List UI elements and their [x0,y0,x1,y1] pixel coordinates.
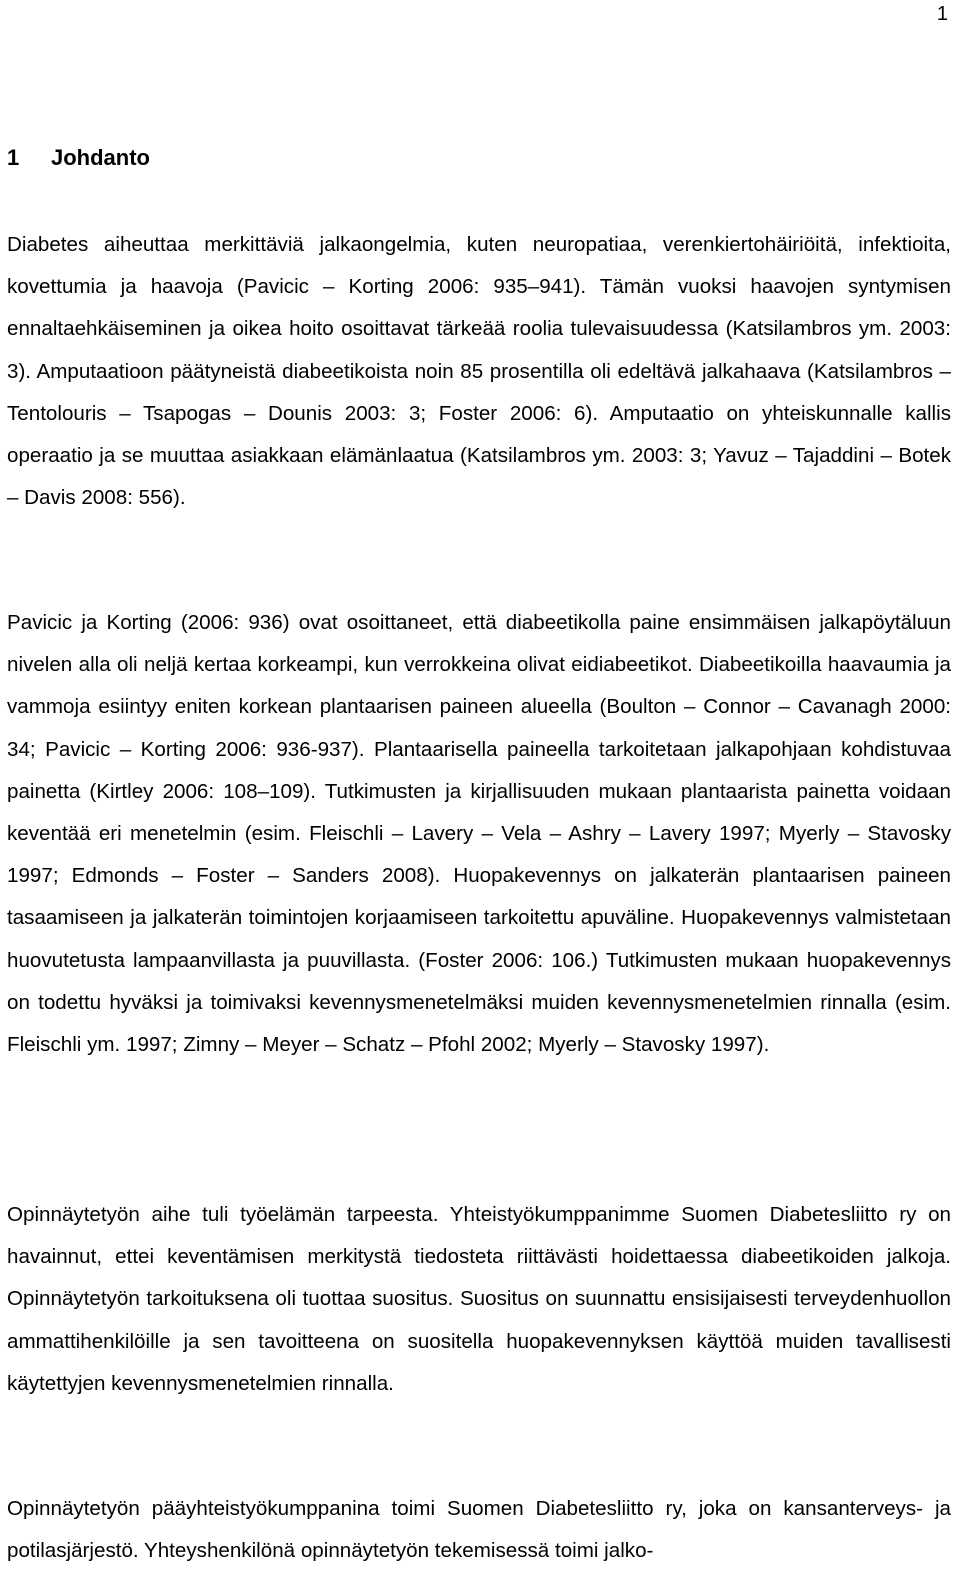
section-title: Johdanto [51,145,150,170]
paragraph-plantar-pressure: Pavicic ja Korting (2006: 936) ovat osoittaneet, että diabeetikolla paine ensimmäisen jalkapöytäluun nivelen alla oli neljä kertaa korkeampi, kun verrokkeina olivat eidiabeetikot. Diabeetikoilla haavaumia ja vammoja esiintyy eniten korkean plantaarisen paineen alueella (Boulton – Connor – Cavanagh 2000: 34; Pavicic – Korting 2006: 936-937). Plantaarisella paineella tarkoitetaan jalkapohjaan kohdistuvaa painetta (Kirtley 2006: 108–109). Tutkimusten ja kirjallisuuden mukaan plantaarista painetta voidaan keventää eri menetelmin (esim. Fleischli – Lavery – Vela – Ashry – Lavery 1997; Myerly – Stavosky 1997; Edmonds – Foster – Sanders 2008). Huopakevennys on jalkaterän plantaarisen paineen tasaamiseen ja jalkaterän toimintojen korjaamiseen tarkoitettu apuväline. Huopakevennys valmistetaan huovutetusta lampaanvillasta ja puuvillasta. (Foster 2006: 106.) Tutkimusten mukaan huopakevennys on todettu hyväksi ja toimivaksi kevennysmenetelmäksi muiden kevennysmenetelmien rinnalla (esim. Fleischli ym. 1997; Zimny – Meyer – Schatz – Pfohl 2002; Myerly – Stavosky 1997). [7,611,951,1057]
paragraph-partner: Opinnäytetyön pääyhteistyökumppanina toimi Suomen Diabetesliitto ry, joka on kansanterveys- ja potilasjärjestö. Yhteyshenkilönä opinnäytetyön tekemisessä toimi jalko- [7,1497,951,1563]
page-number: 1 [936,3,948,25]
section-heading [7,142,150,174]
paragraph-thesis-purpose: Opinnäytetyön aihe tuli työelämän tarpeesta. Yhteistyökumppanimme Suomen Diabetesliitto ry on havainnut, ettei keventämisen merkitystä tiedosteta riittävästi hoidettaessa diabeetikoiden jalkoja. Opinnäytetyön tarkoituksena oli tuottaa suositus. Suositus on suunnattu ensisijaisesti terveydenhuollon ammattihenkilöille ja sen tavoitteena on suositella huopakevennyksen käyttöä muiden tavallisesti käytettyjen kevennysmenetelmien rinnalla. [7,1203,951,1395]
section-number: 1 [7,145,20,170]
paragraph-diabetes-foot-problems: Diabetes aiheuttaa merkittäviä jalkaongelmia, kuten neuropatiaa, verenkiertohäiriöitä, infektioita, kovettumia ja haavoja (Pavicic – Korting 2006: 935–941). Tämän vuoksi haavojen syntymisen ennaltaehkäiseminen ja oikea hoito osoittavat tärkeää roolia tulevaisuudessa (Katsilambros ym. 2003: 3). Amputaatioon päätyneistä diabeetikoista noin 85 prosentilla oli edeltävä jalkahaava (Katsilambros – Tentolouris – Tsapogas – Dounis 2003: 3; Foster 2006: 6). Amputaatio on yhteiskunnalle kallis operaatio ja se muuttaa asiakkaan elämänlaatua (Katsilambros ym. 2003: 3; Yavuz – Tajaddini – Botek – Davis 2008: 556). [7,233,951,510]
